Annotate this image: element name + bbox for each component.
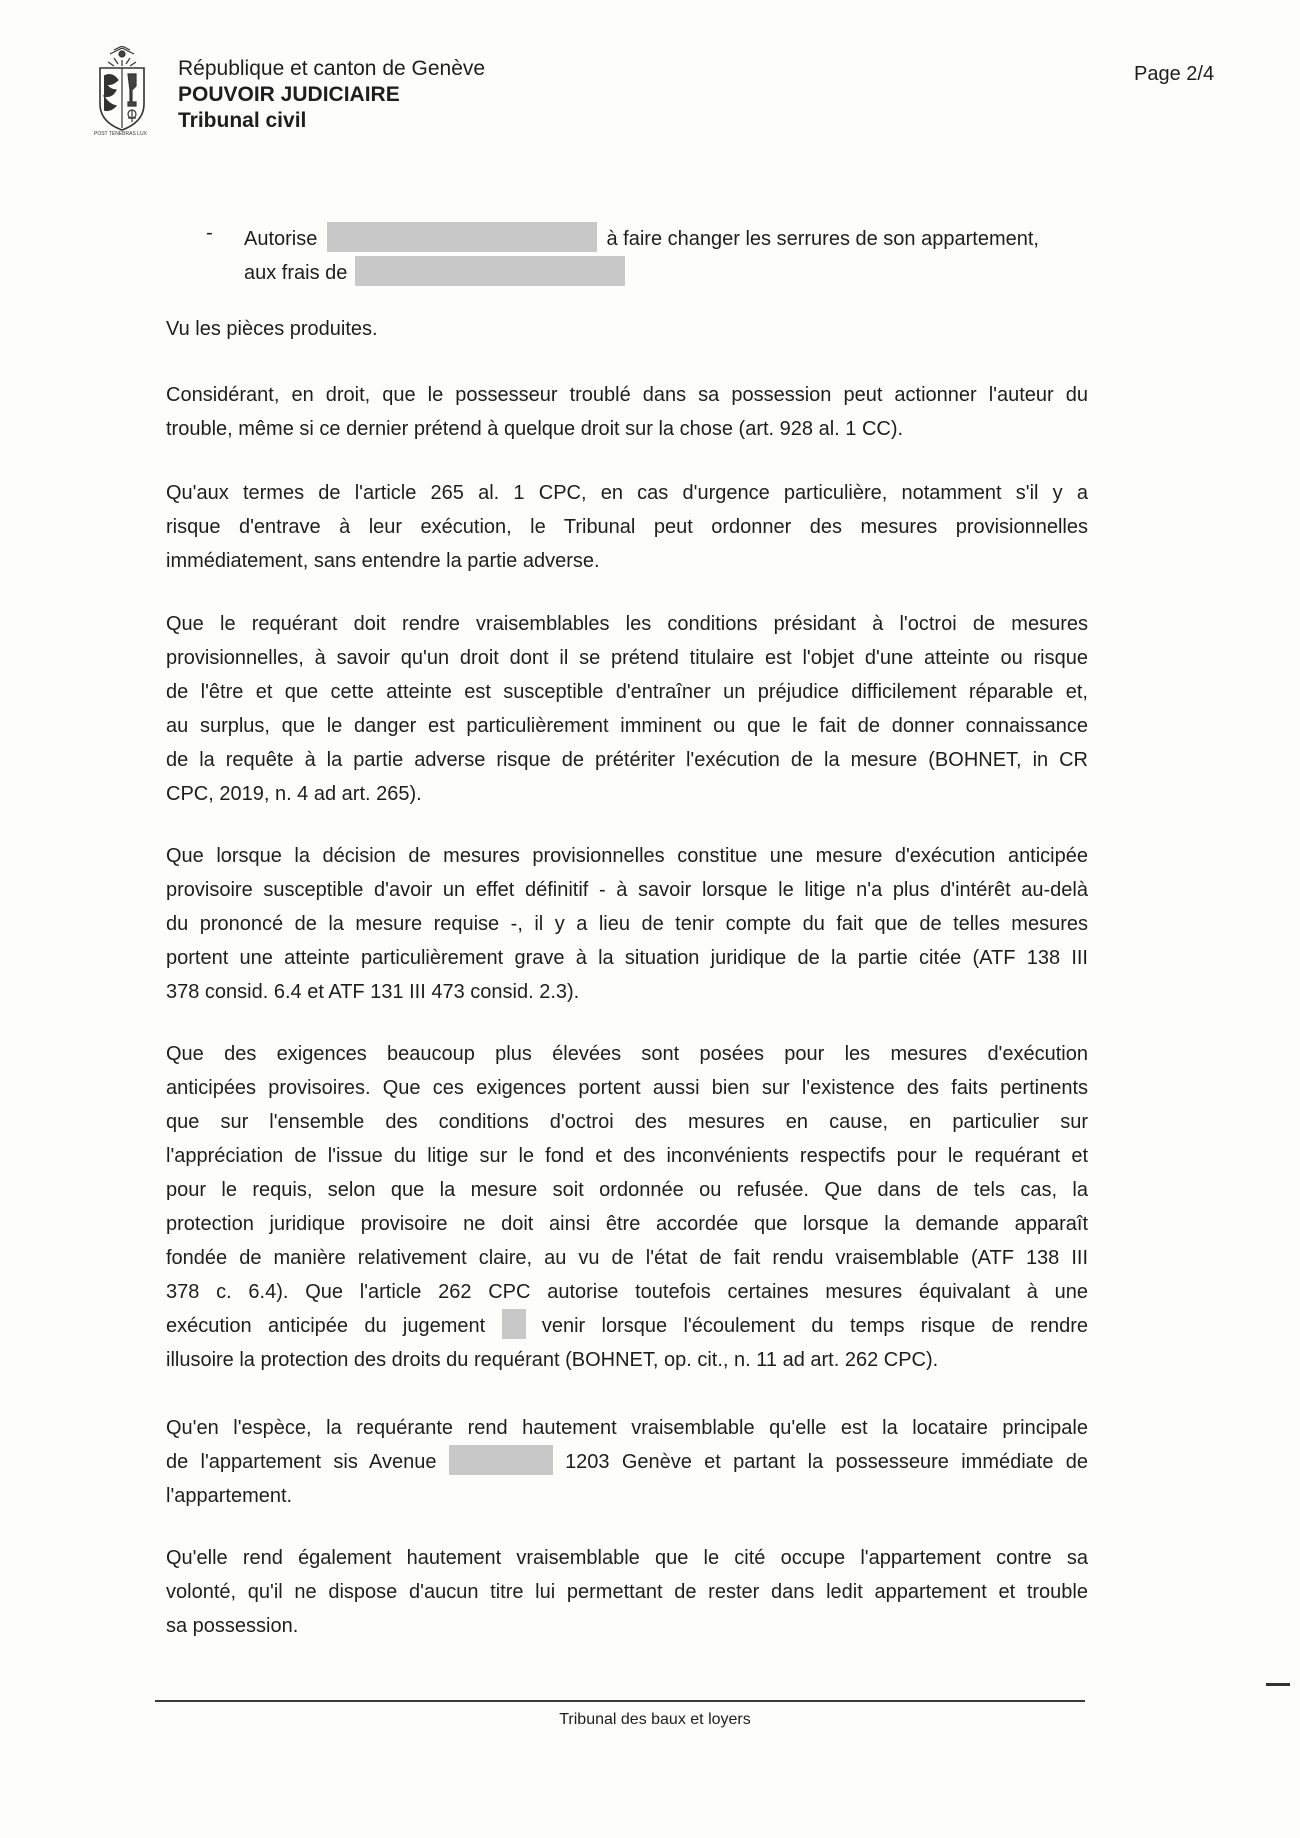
ordered-measure: [244, 222, 1088, 290]
paragraph-law-possession: Considérant, en droit, que le possesseur troublé dans sa possession peut actionner l'auteur du trouble, même si ce dernier prétend à quelque droit sur la chose (art. 928 al. 1 CC).: [166, 384, 1088, 440]
redaction: [449, 1445, 553, 1475]
crest-motto: POST TENEBRAS LUX: [94, 131, 147, 136]
paragraph-conditions: Que le requérant doit rendre vraisemblables les conditions présidant à l'octroi de mesures provisionnelles, à savoir qu'un droit dont il se prétend titulaire est l'objet d'une atteinte ou risque de l'être et que cette atteinte est susceptible d'entraîner un préjudice difficilement réparable et, au surplus, que le danger est particulièrement imminent ou que le fait de donner connaissance de la requête à la partie adverse risque de prétériter l'exécution de la mesure (BOHNET, in CR CPC, 2019, n. 4 ad art. 265).: [166, 613, 1088, 805]
bullet-line-2: aux frais de: [244, 256, 1088, 290]
bullet-line-1: Autorise à faire changer les serrures de son appartement,: [244, 222, 1088, 256]
geneva-coat-of-arms-icon: [92, 46, 152, 136]
redaction: [502, 1309, 526, 1339]
judiciary-name: POUVOIR JUDICIAIRE: [178, 83, 400, 106]
paragraph-art-265: Qu'aux termes de l'article 265 al. 1 CPC, en cas d'urgence particulière, notamment s'il y a risque d'entrave à leur exécution, le Tribunal peut ordonner des mesures provisionnelles immédiatement, sans entendre la partie adverse.: [166, 482, 1088, 572]
court-name: Tribunal civil: [178, 109, 307, 132]
institution-name: [178, 56, 678, 134]
bullet-dash: -: [206, 222, 213, 244]
canton-name: République et canton de Genève: [178, 57, 486, 80]
margin-mark: [1266, 1683, 1290, 1686]
redaction: [355, 256, 625, 286]
paragraph-evidence: Vu les pièces produites.: [166, 318, 378, 340]
page-number: Page 2/4: [1134, 63, 1215, 85]
footer-divider: [155, 1700, 1085, 1702]
redaction: [327, 222, 597, 252]
paragraph-requirements: Que des exigences beaucoup plus élevées sont posées pour les mesures d'exécution anticipées provisoires. Que ces exigences portent aussi bien sur l'existence des faits pertinents que sur l'ensemble des conditions d'octroi des mesures en cause, en particulier sur l'appréciation de l'issue du litige sur le fond et des inconvénients respectifs pour le requérant et pour le requis, selon que la mesure soit ordonnée ou refusée. Que dans de tels cas, la protection juridique provisoire ne doit ainsi être accordée que lorsque la demande apparaît fondée de manière relativement claire, au vu de l'état de fait rendu vraisemblable (ATF 138 III 378 c. 6.4). Que l'article 262 CPC autorise toutefois certaines mesures équivalant à une exécution anticipée du jugement venir lorsque l'écoulement du temps risque de rendre illusoire la protection des droits du requérant (BOHNET, op. cit., n. 11 ad art. 262 CPC).: [166, 1043, 1088, 1371]
paragraph-case-facts: Qu'en l'espèce, la requérante rend hautement vraisemblable qu'elle est la locataire principale de l'appartement sis Avenue 1203 Genève et partant la possesseure immédiate de l'appartement.: [166, 1417, 1088, 1507]
paragraph-occupation: Qu'elle rend également hautement vraisemblable que le cité occupe l'appartement contre sa volonté, qu'il ne dispose d'aucun titre lui permettant de rester dans ledit appartement et trouble sa possession.: [166, 1547, 1088, 1637]
footer-court-name: Tribunal des baux et loyers: [559, 1711, 751, 1728]
paragraph-anticipated-execution: Que lorsque la décision de mesures provisionnelles constitue une mesure d'exécution anticipée provisoire susceptible d'avoir un effet définitif - à savoir lorsque le litige n'a plus d'intérêt au-delà du prononcé de la mesure requise -, il y a lieu de tenir compte du fait que de telles mesures portent une atteinte particulièrement grave à la situation juridique de la partie citée (ATF 138 III 378 consid. 6.4 et ATF 131 III 473 consid. 2.3).: [166, 845, 1088, 1003]
